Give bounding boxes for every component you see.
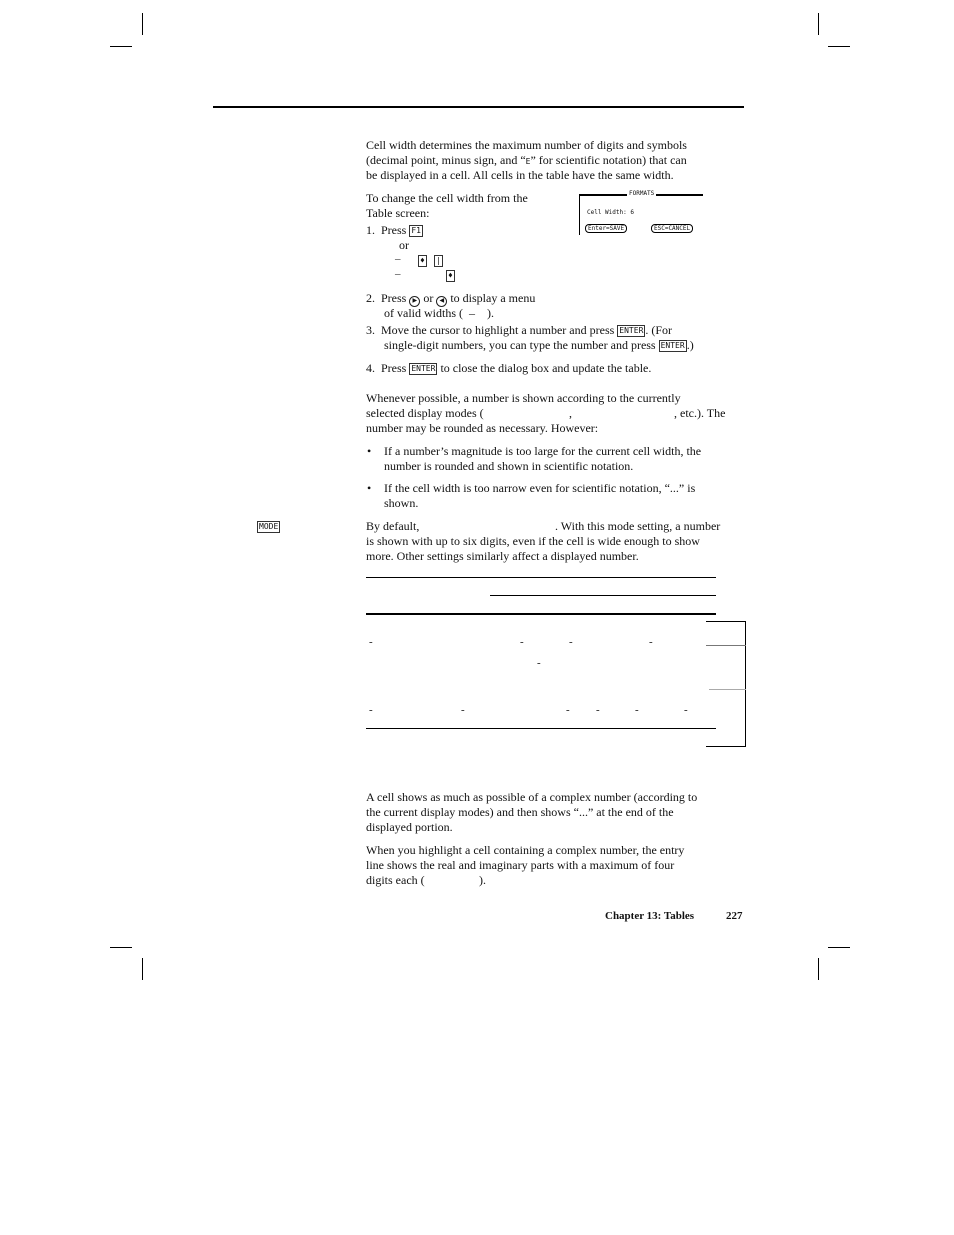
default-line: more. Other settings similarly affect a displayed number. xyxy=(366,549,639,563)
table-rule xyxy=(366,728,716,729)
step-text: or xyxy=(423,291,434,305)
callout-bracket xyxy=(706,621,746,622)
crop-mark xyxy=(828,947,850,948)
page-number: 227 xyxy=(726,910,743,922)
enter-key: ENTER xyxy=(619,326,644,335)
left-arrow-icon: ◀ xyxy=(436,296,447,307)
callout-bracket xyxy=(706,746,746,747)
default-line: is shown with up to six digits, even if the cell is wide enough to show xyxy=(366,534,700,548)
display-line: , xyxy=(569,406,572,420)
dialog-title: FORMATS xyxy=(629,190,655,197)
dash: - xyxy=(369,704,373,716)
dash: - xyxy=(635,704,639,716)
dash: - xyxy=(649,636,653,648)
crop-mark xyxy=(818,13,819,35)
table-rule xyxy=(366,613,716,615)
diamond-key: ♦ xyxy=(448,271,453,280)
dash: - xyxy=(596,704,600,716)
step-text: 4. Press xyxy=(366,361,407,375)
display-line: , etc.). The xyxy=(674,406,726,420)
complex-line: line shows the real and imaginary parts with a maximum of four xyxy=(366,858,675,872)
bullet: • xyxy=(367,444,372,458)
step-text: 3. Move the cursor to highlight a number and press xyxy=(366,323,615,337)
bar-key: | xyxy=(436,256,441,265)
crop-mark xyxy=(828,46,850,47)
callout-bracket xyxy=(745,621,746,747)
callout-line xyxy=(709,689,746,690)
default-line: . With this mode setting, a number xyxy=(555,519,721,533)
diamond-key: ♦ xyxy=(420,256,425,265)
dash: – xyxy=(395,268,401,280)
step-text: ). xyxy=(487,306,494,320)
display-line: number may be rounded as necessary. However: xyxy=(366,421,599,435)
intro-line xyxy=(366,153,687,169)
bullet: • xyxy=(367,481,372,495)
step-text: to close the dialog box and update the table. xyxy=(440,361,652,375)
change-line: Table screen: xyxy=(366,206,430,220)
bullet-text: shown. xyxy=(384,496,419,510)
dash: - xyxy=(684,704,688,716)
e-symbol: E xyxy=(525,157,531,166)
crop-mark xyxy=(110,46,132,47)
crop-mark xyxy=(142,13,143,35)
table-rule xyxy=(490,595,716,596)
change-line: To change the cell width from the xyxy=(366,191,528,205)
intro-line: be displayed in a cell. All cells in the table have the same width. xyxy=(366,168,674,182)
callout-line xyxy=(706,645,746,646)
display-line: selected display modes ( xyxy=(366,406,484,420)
step-2-line2: of valid widths ( – ). xyxy=(384,306,494,320)
or-text: or xyxy=(399,238,409,252)
dash: - xyxy=(520,636,524,648)
display-line: Whenever possible, a number is shown according to the currently xyxy=(366,391,681,405)
header-rule xyxy=(213,106,744,108)
bullet-text: number is rounded and shown in scientific notation. xyxy=(384,459,634,473)
enter-key: ENTER xyxy=(660,341,685,350)
crop-mark xyxy=(142,958,143,980)
mode-key: MODE xyxy=(259,522,279,531)
step-text: of valid widths ( xyxy=(384,306,463,320)
dash: - xyxy=(461,704,465,716)
step-text: . (For xyxy=(645,323,673,337)
complex-line: displayed portion. xyxy=(366,820,453,834)
complex-line: digits each ( xyxy=(366,873,425,887)
complex-line: the current display modes) and then shows “...” at the end of the xyxy=(366,805,674,819)
complex-line: A cell shows as much as possible of a complex number (according to xyxy=(366,790,698,804)
f1-key: F1 xyxy=(411,226,421,235)
step-2 xyxy=(366,291,535,307)
dash: - xyxy=(369,636,373,648)
default-line: By default, xyxy=(366,519,420,533)
complex-line: ). xyxy=(479,873,486,887)
enter-save-button: Enter=SAVE xyxy=(585,224,627,233)
table-rule xyxy=(366,577,716,578)
formats-dialog xyxy=(579,190,703,234)
right-arrow-icon: ▶ xyxy=(409,296,420,307)
crop-mark xyxy=(818,958,819,980)
step-1 xyxy=(366,223,423,238)
step-text: 2. Press xyxy=(366,291,407,305)
step-text: single-digit numbers, you can type the number and press xyxy=(384,338,656,352)
enter-key: ENTER xyxy=(411,364,436,373)
chapter-title: Chapter 13: Tables xyxy=(605,910,695,922)
step-4 xyxy=(366,361,651,376)
step-3 xyxy=(366,323,672,338)
dash: – xyxy=(395,253,401,265)
step-text: 1. Press xyxy=(366,223,407,237)
bullet-text: If the cell width is too narrow even for scientific notation, “...” is xyxy=(384,481,696,495)
cell-width-field: Cell Width: 6 xyxy=(587,209,634,216)
crop-mark xyxy=(110,947,132,948)
intro-text: ” for scientific notation) that can xyxy=(530,153,687,167)
intro-text: (decimal point, minus sign, and “ xyxy=(366,153,526,167)
dash: - xyxy=(569,636,573,648)
intro-line: Cell width determines the maximum number of digits and symbols xyxy=(366,138,687,152)
esc-cancel-button: ESC=CANCEL xyxy=(651,224,693,233)
complex-line: When you highlight a cell containing a complex number, the entry xyxy=(366,843,685,857)
bullet-text: If a number’s magnitude is too large for the current cell width, the xyxy=(384,444,702,458)
dash: - xyxy=(537,657,541,669)
step-text: .) xyxy=(686,338,694,352)
step-text: to display a menu xyxy=(450,291,536,305)
dash: - xyxy=(566,704,570,716)
step-3-line2 xyxy=(384,338,694,353)
